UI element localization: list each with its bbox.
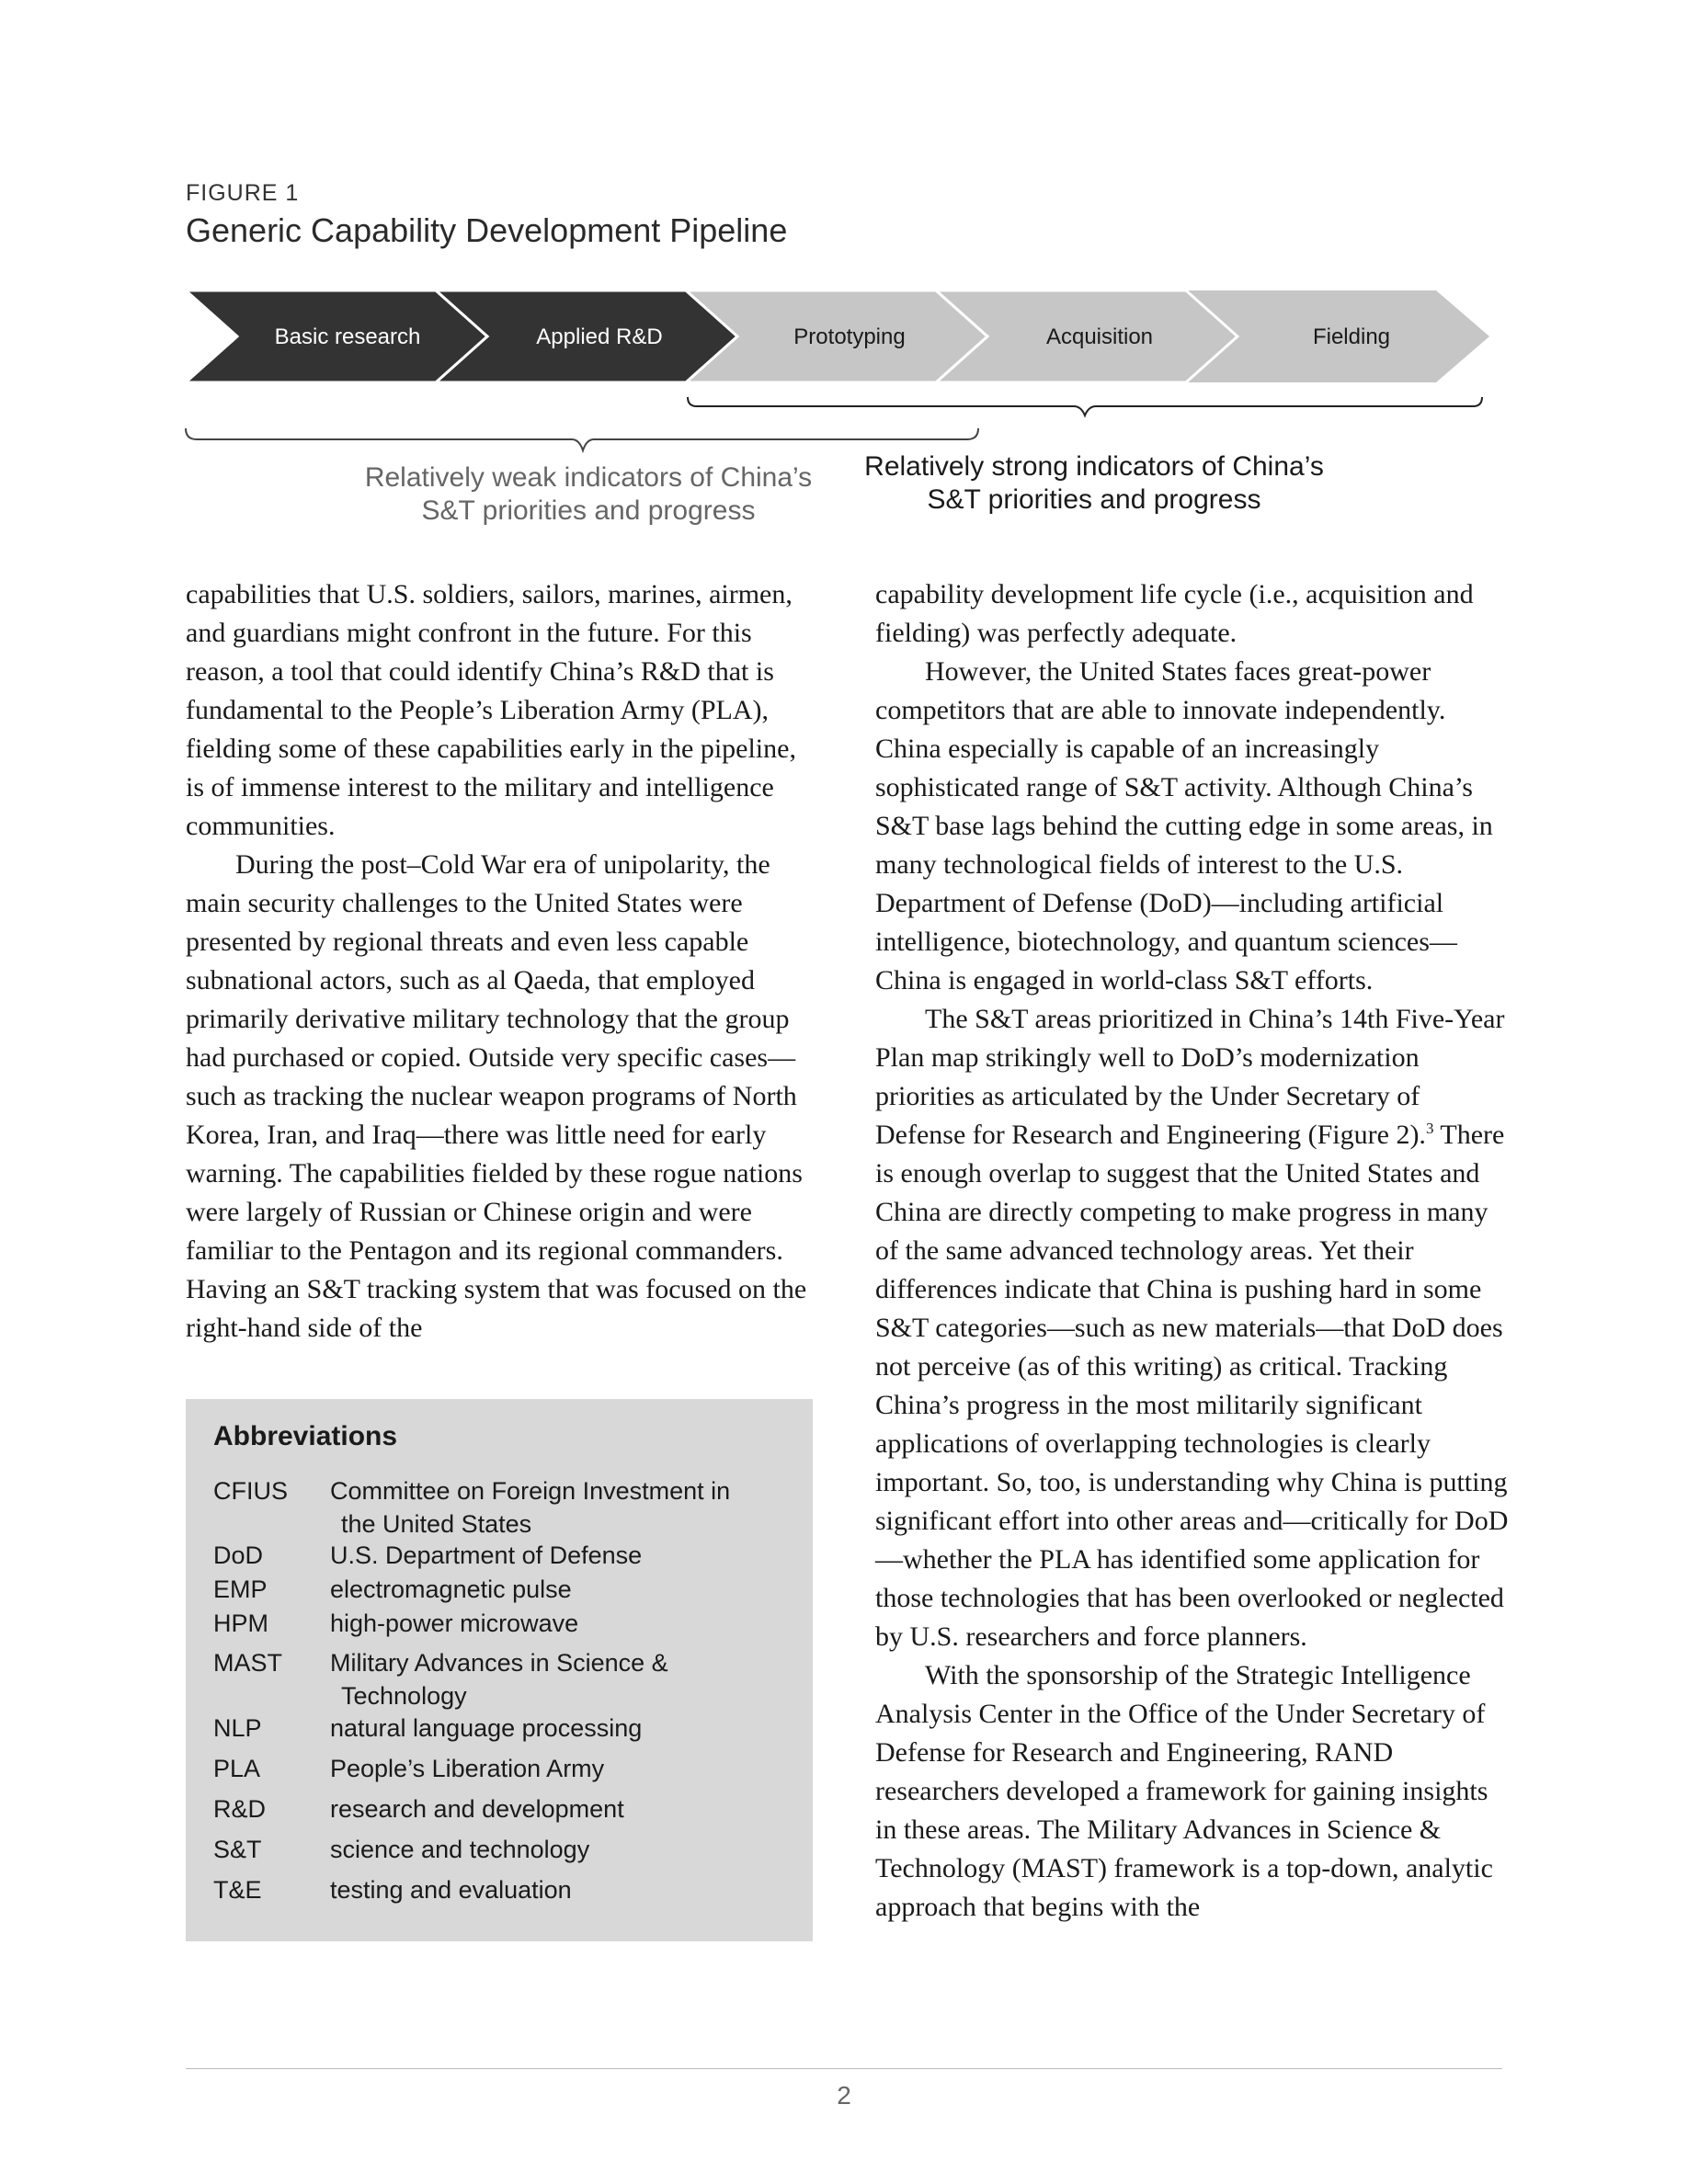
stage-applied-rd-label: Applied R&D — [536, 324, 663, 349]
abbreviation-term: PLA — [213, 1755, 261, 1782]
strong-indicators-line-2: S&T priorities and progress — [927, 484, 1261, 515]
stage-basic-research-label: Basic research — [274, 324, 421, 349]
abbreviations-box — [186, 1399, 813, 1941]
abbreviation-definition: testing and evaluation — [330, 1876, 572, 1904]
definition-line: Technology — [341, 1682, 467, 1710]
abbreviation-term: R&D — [213, 1795, 267, 1823]
abbreviation-definition: People’s Liberation Army — [330, 1755, 605, 1782]
abbreviation-definition: electromagnetic pulse — [330, 1575, 572, 1603]
figure-label: FIGURE 1 — [186, 180, 300, 206]
footer-divider — [186, 2068, 1502, 2069]
abbreviation-definition: science and technology — [330, 1836, 590, 1863]
definition-line: the United States — [341, 1510, 532, 1538]
abbreviation-term: S&T — [213, 1836, 262, 1863]
abbreviations-title: Abbreviations — [213, 1421, 398, 1451]
abbreviation-definition: U.S. Department of Defense — [330, 1541, 643, 1569]
abbreviation-term: EMP — [213, 1575, 268, 1603]
abbreviation-definition — [330, 1474, 771, 1541]
brace-strong-indicators — [688, 397, 1482, 415]
abbreviation-term: DoD — [213, 1541, 264, 1569]
body-paragraph-text: The S&T areas prioritized in China’s 14th Five-Year Plan map strikingly well to DoD’s modernization priorities as articulated by the Under Secretary of Defense for Research and Engineering (Figure 2). — [875, 1004, 1505, 1150]
body-paragraph-with-footnote — [875, 1000, 1510, 1656]
figure-title: Generic Capability Development Pipeline — [186, 211, 788, 249]
weak-indicators-label — [331, 461, 846, 528]
left-column — [186, 575, 820, 1348]
abbreviation-term: T&E — [213, 1876, 262, 1904]
body-paragraph: With the sponsorship of the Strategic Intelligence Analysis Center in the Office of the Under Secretary of Defense for Research and Engineering, RAND researchers developed a framework for gaining insights in these areas. The Military Advances in Science & Technology (MAST) framework is a top-down, analytic approach that begins with the — [875, 1660, 1493, 1922]
body-paragraph: However, the United States faces great-power competitors that are able to innovate independently. China especially is capable of an increasingly sophisticated range of S&T activity. Although China’s S&T base lags behind the cutting edge in some areas, in many technological fields of interest to the U.S. Department of Defense (DoD)—including artificial intelligence, biotechnology, and quantum sciences—China is engaged in world-class S&T efforts. — [875, 656, 1493, 995]
abbreviation-definition: natural language processing — [330, 1714, 643, 1742]
abbreviation-definition: research and development — [330, 1795, 624, 1823]
stage-acquisition-label: Acquisition — [1045, 324, 1154, 349]
page-number: 2 — [837, 2081, 851, 2110]
body-paragraph: capabilities that U.S. soldiers, sailors, marines, airmen, and guardians might confront in the future. For this reason, a tool that could identify China’s R&D that is fundamental to the People’s Liberation Army (PLA), fielding some of these capabilities early in the pipeline, is of immense interest to the military and intelligence communities. — [186, 579, 796, 841]
body-paragraph-text: There is enough overlap to suggest that the United States and China are directly competing to make progress in many of the same advanced technology areas. Yet their differences indicate that China is pushing hard in some S&T categories—such as new materials—that DoD does not perceive (as of this writing) as critical. Tracking China’s progress in the most militarily significant applications of overlapping technologies is clearly important. So, too, is understanding why China is putting significant effort into other areas and—critically for DoD—whether the PLA has identified some application for those technologies that has been overlooked or neglected by U.S. researchers and force planners. — [875, 1120, 1509, 1652]
definition-line: Military Advances in Science & — [330, 1649, 668, 1677]
body-paragraph: During the post–Cold War era of unipolarity, the main security challenges to the United States were presented by regional threats and even less capable subnational actors, such as al Qaeda, that employed primarily derivative military technology that the group had purchased or copied. Outside very specific cases—such as tracking the nuclear weapon programs of North Korea, Iran, and Iraq—there was little need for early warning. The capabilities fielded by these rogue nations were largely of Russian or Chinese origin and were familiar to the Pentagon and its regional commanders. Having an S&T tracking system that was focused on the right-hand side of the — [186, 849, 807, 1343]
brace-weak-indicators — [186, 428, 978, 450]
abbreviation-term: HPM — [213, 1610, 268, 1637]
stage-prototyping-label: Prototyping — [793, 324, 906, 349]
right-column — [875, 575, 1510, 1927]
abbreviation-term: CFIUS — [213, 1477, 288, 1505]
body-paragraph: capability development life cycle (i.e., acquisition and fielding) was perfectly adequate. — [875, 579, 1474, 648]
weak-indicators-line-1: Relatively weak indicators of China’s — [364, 462, 813, 493]
strong-indicators-label — [809, 450, 1379, 517]
abbreviation-definition: high-power microwave — [330, 1610, 579, 1637]
abbreviation-term: NLP — [213, 1714, 262, 1742]
footnote-reference[interactable]: 3 — [1425, 1120, 1434, 1137]
weak-indicators-line-2: S&T priorities and progress — [421, 495, 756, 526]
abbreviation-term: MAST — [213, 1649, 283, 1677]
definition-line: Committee on Foreign Investment in — [330, 1477, 731, 1505]
abbreviation-definition — [330, 1646, 771, 1712]
strong-indicators-line-1: Relatively strong indicators of China’s — [864, 451, 1324, 482]
stage-fielding-label: Fielding — [1312, 324, 1391, 349]
